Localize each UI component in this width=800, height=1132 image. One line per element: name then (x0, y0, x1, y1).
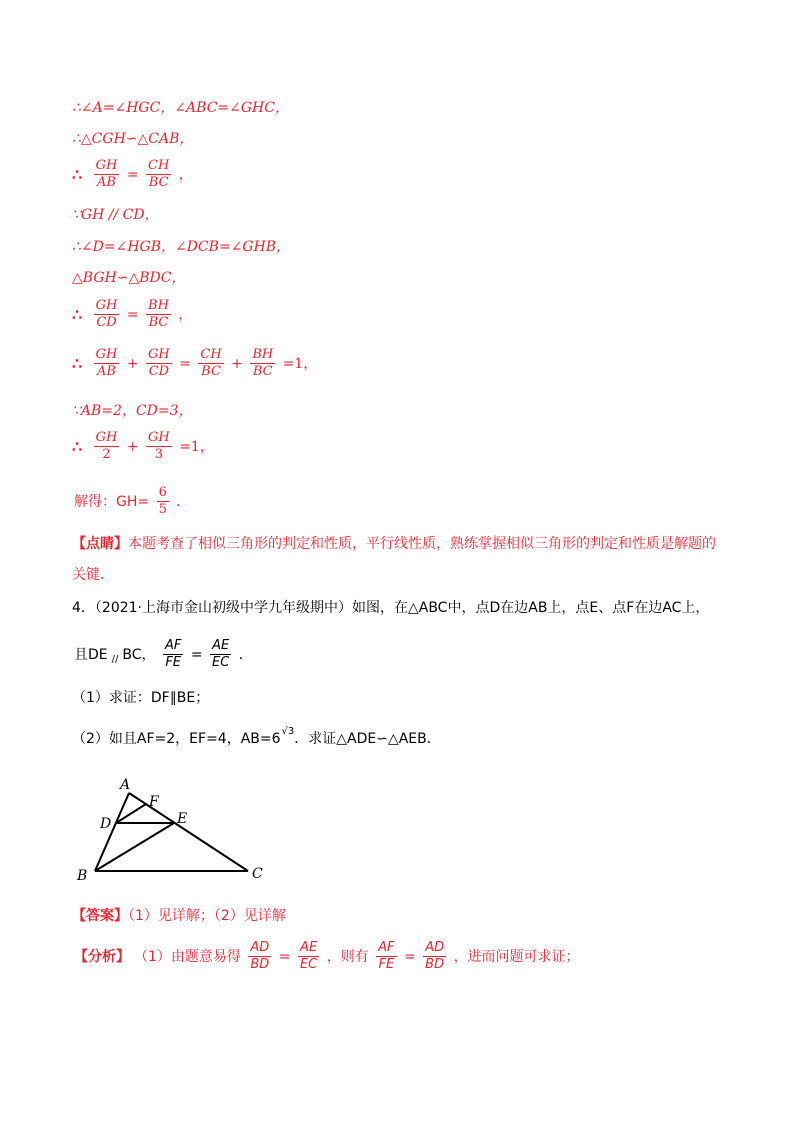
fraction: $\frac{CH}{BC}$ (148, 158, 170, 190)
label-d: D (100, 816, 112, 832)
comment-line-1 (72, 534, 716, 554)
comment-label: 【点睛】 (72, 536, 128, 552)
analysis-label: 【分析】 (74, 948, 130, 965)
problem-text: （1）求证：DF∥BE； (72, 690, 210, 706)
proof-line-similar-2 (72, 268, 185, 288)
problem-part-2 (72, 726, 441, 751)
problem-statement-line-1 (72, 598, 709, 618)
proof-line-ratio-2: ∴ $\frac{GH}{CD}$ = $\frac{BH}{BC}$ ， (72, 298, 193, 330)
label-e: E (177, 811, 188, 827)
fraction: $\frac{6}{5}$ (158, 485, 167, 517)
proof-text: ∴△CGH∽△CAB， (72, 131, 194, 147)
fraction: $\frac{AF}{FE}$ (164, 638, 182, 670)
segment-ab (95, 793, 129, 871)
problem-statement-line-2: 且DE // BC， $\frac{AF}{FE}$ = $\frac{AE}{EC}$ ． (74, 638, 253, 670)
proof-line-angles-2 (72, 237, 290, 257)
proof-line-ratio-1: ∴ $\frac{GH}{AB}$ = $\frac{CH}{BC}$ ， (72, 158, 193, 190)
comment-text: 本题考查了相似三角形的判定和性质，平行线性质，熟练掌握相似三角形的判定和性质是解题的 (128, 536, 716, 552)
label-b: B (77, 868, 88, 884)
fraction: $\frac{BH}{BC}$ (148, 298, 169, 330)
proof-text: ∴∠D=∠HGB，∠DCB=∠GHB， (72, 239, 291, 255)
fraction: $\frac{AE}{EC}$ (212, 638, 230, 670)
proof-text: ∵GH // CD， (72, 207, 159, 223)
answer-text: （1）见详解；（2）见详解 (128, 908, 286, 924)
proof-line-angles (72, 98, 289, 118)
answer-line (72, 906, 286, 926)
problem-text: ．求证△ADE∽△AEB． (294, 731, 441, 747)
proof-line-parallel (72, 205, 159, 225)
label-c: C (252, 866, 263, 882)
analysis-line: 【分析】 （1）由题意易得 $\frac{AD}{BD}$ = $\frac{AE}{EC}$ ，则有 $\frac{AF}{FE}$ = $\frac{AD}{BD}$ ，进而问题可求证； (74, 940, 580, 972)
proof-text: ∴∠A=∠HGC，∠ABC=∠GHC， (72, 100, 289, 116)
fraction: $\frac{GH}{2}$ (95, 430, 118, 462)
fraction: $\frac{GH}{CD}$ (95, 298, 118, 330)
proof-line-sum: ∴ $\frac{GH}{AB}$ + $\frac{GH}{CD}$ = $\frac{CH}{BC}$ + $\frac{BH}{BC}$ =1， (72, 347, 318, 379)
proof-line-given (72, 401, 193, 421)
problem-text: （2）如且AF=2，EF=4，AB=6 (72, 731, 281, 747)
fraction: $\frac{BH}{BC}$ (252, 347, 274, 379)
fraction: $\frac{AF}{FE}$ (378, 940, 395, 972)
sqrt-symbol: √3 (281, 726, 295, 737)
therefore-symbol: ∴ (72, 436, 83, 456)
fraction: $\frac{GH}{AB}$ (95, 347, 118, 379)
label-a: A (120, 777, 131, 793)
problem-part-1 (72, 688, 209, 708)
proof-text: ∵AB=2，CD=3， (72, 403, 193, 419)
proof-text: △BGH∽△BDC， (72, 270, 186, 286)
answer-label: 【答案】 (72, 908, 128, 924)
triangle-figure (70, 775, 280, 890)
therefore-symbol: ∴ (72, 304, 83, 324)
fraction: $\frac{GH}{AB}$ (95, 158, 118, 190)
fraction: $\frac{CH}{BC}$ (200, 347, 222, 379)
proof-line-equation: ∴ $\frac{GH}{2}$ + $\frac{GH}{3}$ =1， (72, 430, 214, 462)
label-f: F (149, 794, 159, 810)
fraction: $\frac{AE}{EC}$ (299, 940, 318, 972)
analysis-text: ，则有 (326, 948, 369, 965)
proof-line-solution: 解得：GH= $\frac{6}{5}$ ． (74, 485, 191, 517)
fraction: $\frac{AD}{BD}$ (250, 940, 270, 972)
therefore-symbol: ∴ (72, 353, 83, 373)
comment-text: 关键． (72, 567, 114, 583)
solution-text: 解得：GH= (74, 493, 150, 510)
analysis-text: ，进而问题可求证； (453, 948, 580, 965)
fraction: $\frac{GH}{3}$ (148, 430, 170, 462)
therefore-symbol: ∴ (72, 164, 83, 184)
analysis-text: （1）由题意易得 (134, 948, 241, 965)
comment-line-2 (72, 565, 114, 585)
proof-line-similar-1 (72, 129, 193, 149)
problem-text: 4．（2021·上海市金山初级中学九年级期中）如图，在△ABC中，点D在边AB上，点E、点F在边AC上， (72, 600, 710, 616)
fraction: $\frac{GH}{CD}$ (148, 347, 170, 379)
segment-ac (129, 793, 248, 871)
fraction: $\frac{AD}{BD}$ (425, 940, 445, 972)
